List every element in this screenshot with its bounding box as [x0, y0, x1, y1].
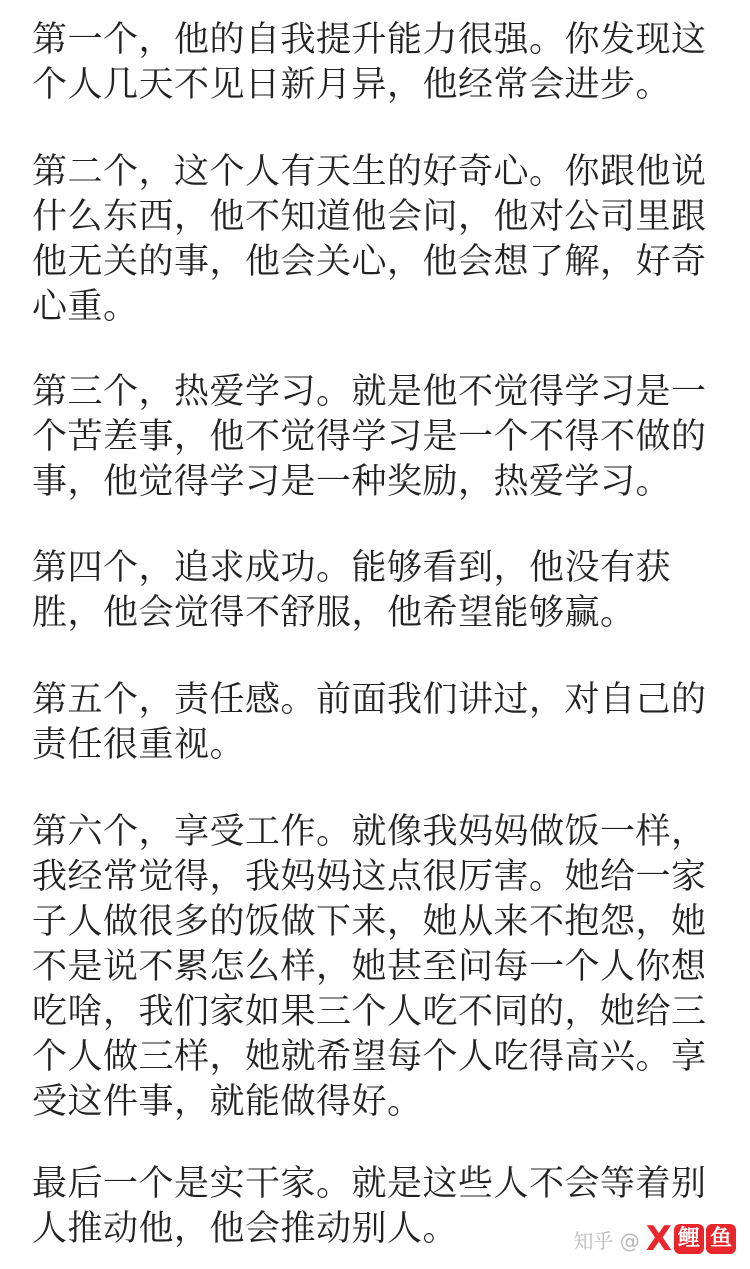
text-line: 个人做三样，她就希望每个人吃得高兴。享: [32, 1037, 707, 1077]
paragraph-4: [32, 546, 722, 636]
text-line: 责任很重视。: [32, 725, 246, 765]
text-line: 我经常觉得，我妈妈这点很厉害。她给一家: [32, 857, 707, 897]
text-line: 受这件事，就能做得好。: [32, 1082, 423, 1122]
logo-x-mark: X: [645, 1219, 672, 1259]
paragraph-5: [32, 678, 722, 768]
text-line: 什么东西，他不知道他会问，他对公司里跟: [32, 197, 707, 237]
paragraph-1: [32, 18, 722, 108]
logo-char-box: 鲤: [674, 1224, 704, 1254]
logo-char-box: 鱼: [706, 1224, 736, 1254]
text-line: 第一个，他的自我提升能力很强。你发现这: [32, 20, 707, 60]
text-line: 个人几天不见日新月异，他经常会进步。: [32, 65, 672, 105]
text-line: 他无关的事，他会关心，他会想了解，好奇: [32, 242, 707, 282]
paragraph-6: [32, 810, 722, 1125]
text-line: 第六个，享受工作。就像我妈妈做饭一样，: [32, 812, 707, 852]
text-line: 子人做很多的饭做下来，她从来不抱怨，她: [32, 902, 707, 942]
text-line: 个苦差事，他不觉得学习是一个不得不做的: [32, 417, 707, 457]
watermark: [573, 1219, 736, 1259]
text-line: 第五个，责任感。前面我们讲过，对自己的: [32, 680, 707, 720]
text-line: 吃啥，我们家如果三个人吃不同的，她给三: [32, 992, 707, 1032]
text-line: 第二个，这个人有天生的好奇心。你跟他说: [32, 152, 707, 192]
text-line: 最后一个是实干家。就是这些人不会等着别: [32, 1164, 707, 1204]
text-line: 胜，他会觉得不舒服，他希望能够赢。: [32, 593, 636, 633]
text-line: 第三个，热爱学习。就是他不觉得学习是一: [32, 372, 707, 412]
text-line: 人推动他，他会推动别人。: [32, 1209, 459, 1249]
brand-logo-icon: [645, 1219, 736, 1259]
paragraph-2: [32, 150, 722, 330]
text-line: 事，他觉得学习是一种奖励，热爱学习。: [32, 462, 672, 502]
paragraph-3: [32, 370, 722, 505]
text-line: 心重。: [32, 287, 139, 327]
text-line: 第四个，追求成功。能够看到，他没有获: [32, 548, 672, 588]
text-line: 不是说不累怎么样，她甚至问每一个人你想: [32, 947, 707, 987]
watermark-text: 知乎 @: [573, 1228, 640, 1253]
